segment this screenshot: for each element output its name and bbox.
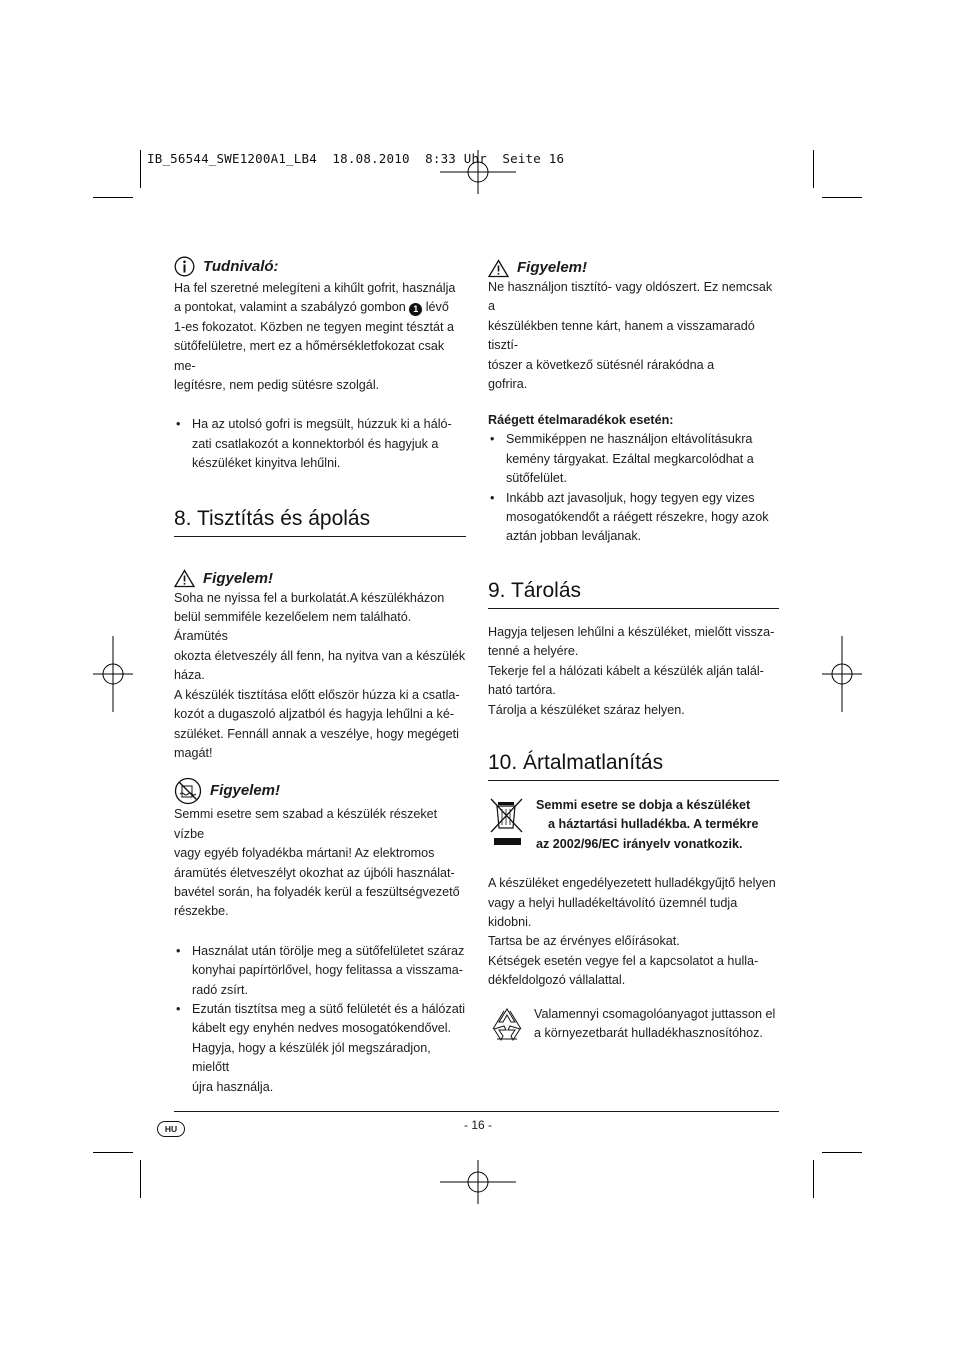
text-line: készülékben tenne kárt, hanem a visszamaradó tisztí- [488,318,755,353]
text-line [174,298,466,317]
list-item [488,430,779,488]
text-line: zati csatlakozót a konnektorból és hagyjuk a [192,436,439,451]
text-line: a háztartási hulladékba. A termékre [548,817,759,832]
disposal-text [488,874,779,990]
text-line: dékfeldolgozó vállalattal. [488,973,626,988]
section-heading: 9. Tárolás [488,578,779,609]
weee-text [536,796,758,854]
crop-mark [140,150,141,188]
text-line: Tárolja a készüléket száraz helyen. [488,702,685,717]
text-line: Tartsa be az érvényes előírásokat. [488,934,680,949]
text-line: magát! [174,745,213,760]
crop-mark [822,1152,862,1153]
crossed-bin-icon [488,796,526,848]
warning-heading [174,777,466,805]
text-line: • Használat után törölje meg a sütőfelületet száraz [192,943,465,958]
bullet-list [488,430,779,546]
bullet-list [174,942,466,1097]
warning-text [174,805,466,921]
text-line: okozta életveszély áll fenn, ha nyitva van a készülék [174,648,466,663]
text-line: Ne használjon tisztító- vagy oldószert. Ez nemcsak a [488,280,773,314]
footer-rule [174,1111,779,1112]
text-line: Valamennyi csomagolóanyagot juttasson el [534,1006,776,1021]
warning-triangle-icon [488,259,509,278]
registration-mark-right [822,636,862,712]
text-line: • Semmiképpen ne használjon eltávolításukra [506,432,753,447]
registration-mark-bottom [440,1160,516,1204]
text-line: • Ezután tisztítsa meg a sütő felületét és a hálózati [192,1001,466,1016]
warning-text [174,589,466,764]
text-line: Semmi esetre se dobja a készüléket [536,797,751,812]
text-line: részekbe. [174,904,229,919]
text-line: kemény tárgyakat. Ezáltal megkarcolódhat a [506,451,754,466]
left-column [174,256,466,1097]
text-line: készüléket kinyitva lehűlni. [192,456,341,471]
text-line: a környezetbarát hulladékhasznosítóhoz. [534,1025,763,1040]
warning-text [488,278,779,394]
text-line: tószer a következő sütésnél rárakódna a [488,357,715,372]
warning-title: Figyelem! [517,259,588,276]
list-item [174,1000,466,1097]
recycle-icon [488,1005,526,1043]
warning-heading [174,569,466,589]
text-line: Soha ne nyissa fel a burkolatát.A készülékházon [174,590,445,605]
text-line: Hagyja, hogy a készülék jól megszáradjon, mielőtt [192,1040,431,1075]
text-line: Ha fel szeretné melegíteni a kihűlt gofrit, használja [174,281,456,295]
text-line: tenné a helyére. [488,644,579,659]
section-heading: 10. Ártalmatlanítás [488,750,779,781]
storage-text [488,623,779,720]
note-title: Tudnivaló: [203,257,279,275]
text-line: háza. [174,668,205,683]
warning-title: Figyelem! [210,782,281,800]
text-line: konyhai papírtörlővel, hogy felitassa a visszama- [192,963,463,978]
text-line: újra használja. [192,1079,274,1094]
right-column [488,258,779,1043]
text-line: kozót a dugaszoló aljzatból és hagyja lehűlni a ké- [174,707,455,722]
text-line: szüléket. Fennáll annak a veszélye, hogy megégeti [174,726,459,741]
crop-mark [813,1160,814,1198]
text-line: aztán jobban leváljanak. [506,529,642,544]
text-line: radó zsírt. [192,982,248,997]
crop-mark [822,197,862,198]
bullet-list [174,415,466,473]
list-item [174,415,466,473]
warning-title: Figyelem! [203,569,274,587]
text-line: sütőfelületre, mert ez a hőmérsékletfokozat csak me- [174,339,445,373]
text-line: áramütés életveszélyt okozhat az újbóli használat- [174,865,455,880]
text-line: mosogatókendőt a ráégett részekre, hogy azok [506,510,769,525]
text-line: az 2002/96/EC irányelv vonatkozik. [536,836,743,851]
list-item [174,942,466,1000]
weee-notice [488,796,779,854]
recycling-text [534,1005,775,1044]
text-line: ható tartóra. [488,683,556,698]
text-line: 1-es fokozatot. Közben ne tegyen megint tésztát a [174,319,455,334]
text-line: • Ha az utolsó gofri is megsült, húzzuk ki a háló- [192,417,452,432]
text-line: legítésre, nem pedig sütésre szolgál. [174,378,380,393]
language-code: HU [157,1121,185,1137]
text-line: gofrira. [488,377,528,392]
recycling-notice [488,1005,779,1044]
text-span: a pontokat, valamint a szabályzó gombon [174,300,406,315]
text-span: lévő [425,300,449,315]
print-slug: IB_56544_SWE1200A1_LB4 18.08.2010 8:33 Uhr Seite 16 [147,151,565,166]
note-text [174,279,466,395]
crop-mark [140,1160,141,1198]
note-heading [174,256,466,277]
subheading: Ráégett ételmaradékok esetén: [488,413,674,428]
language-badge [157,1119,185,1137]
registration-mark-left [93,636,133,712]
text-line: bavétel során, ha folyadék kerül a feszültségvezető [174,884,460,899]
text-line: vagy egyéb folyadékba mártani! Az elektromos [174,846,435,861]
text-line: Tekerje fel a hálózati kábelt a készülék alján talál- [488,663,764,678]
page-number: - 16 - [463,1118,492,1132]
crop-mark [93,197,133,198]
text-line: A készülék tisztítása előtt először húzza ki a csatla- [174,687,460,702]
warning-heading [488,258,779,278]
crop-mark [813,150,814,188]
text-line: A készüléket engedélyezetett hulladékgyűjtő helyen [488,876,776,891]
no-immersion-icon [174,777,202,805]
text-line: kábelt egy enyhén nedves mosogatókendővel. [192,1021,452,1036]
knob-number-badge: 1 [409,303,422,316]
section-heading: 8. Tisztítás és ápolás [174,506,466,537]
crop-mark [93,1152,133,1153]
text-line: • Inkább azt javasoljuk, hogy tegyen egy vizes [506,490,755,505]
list-item [488,489,779,547]
text-line: Semmi esetre sem szabad a készülék részeket vízbe [174,807,438,841]
warning-triangle-icon [174,569,195,588]
text-line: sütőfelület. [506,471,567,486]
text-line: Hagyja teljesen lehűlni a készüléket, mielőtt vissza- [488,624,775,639]
info-icon [174,256,195,277]
text-line: vagy a helyi hulladékeltávolító üzemnél tudja kidobni. [488,895,738,929]
text-line: belül semmiféle kezelőelem nem található. Áramütés [174,610,412,644]
text-line: Kétségek esetén vegye fel a kapcsolatot a hulla- [488,953,759,968]
